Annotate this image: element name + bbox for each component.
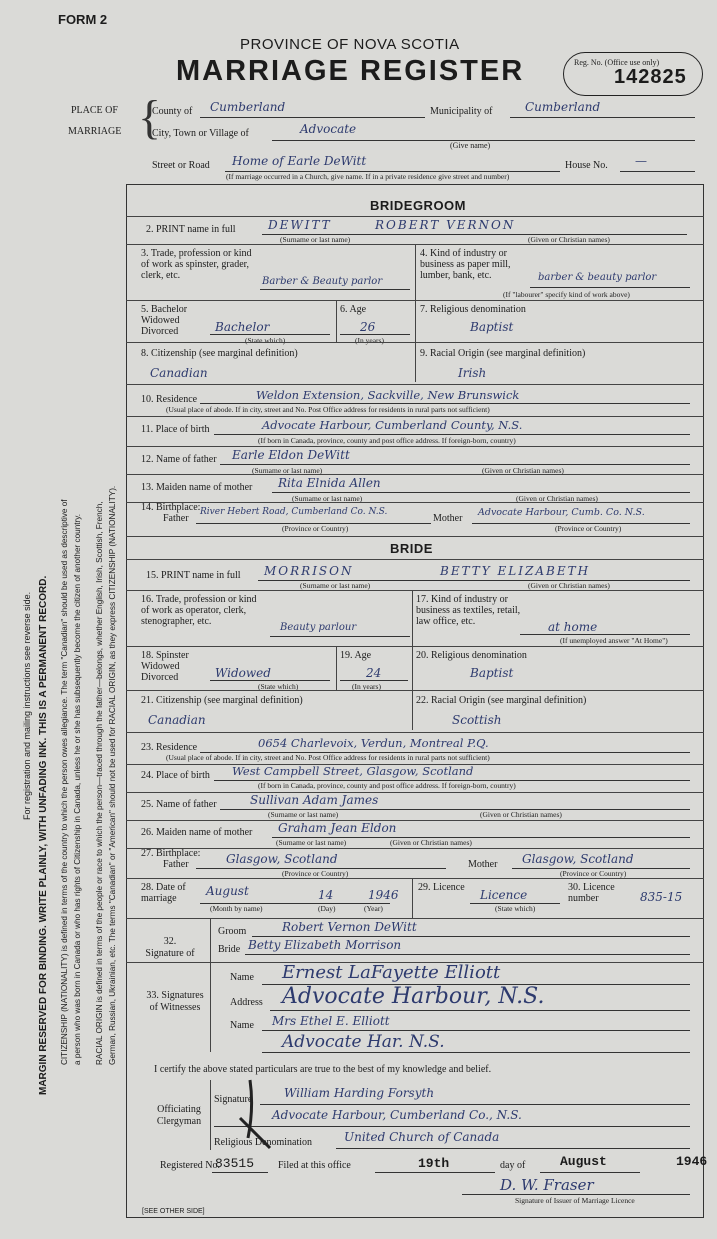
bride-unemployed-note: (If unemployed answer "At Home"): [560, 636, 668, 645]
w1-name: Ernest LaFayette Elliott: [282, 962, 501, 983]
reg-number-box: [563, 52, 703, 96]
bride-surname-hint: (Surname or last name): [300, 581, 371, 590]
denomination: United Church of Canada: [344, 1130, 500, 1144]
licence-number-label: 30. Licence number: [568, 882, 615, 904]
groom-mother-surname-hint: (Surname or last name): [292, 494, 363, 503]
filed-label: Filed at this office: [278, 1160, 351, 1171]
bride-industry: at home: [548, 620, 598, 634]
reg-label: Reg. No. (Office use only): [574, 58, 660, 67]
groom-mother-bp: Advocate Harbour, Cumb. Co. N.S.: [478, 507, 645, 518]
licence-number: 835-15: [640, 890, 683, 904]
bride-trade: Beauty parlour: [280, 622, 357, 633]
bride-father-bp-label: Father: [163, 859, 189, 870]
groom-state-which: (State which): [245, 336, 286, 345]
bride-state-which: (State which): [258, 682, 299, 691]
groom-mother-given-hint: (Given or Christian names): [516, 494, 598, 503]
year-hint: (Year): [364, 904, 383, 913]
groom-given: ROBERT VERNON: [375, 218, 516, 232]
groom-industry: barber & beauty parlor: [538, 272, 657, 283]
licence-label: 29. Licence: [418, 882, 465, 893]
groom-father: Earle Eldon DeWitt: [232, 448, 350, 462]
province-heading: PROVINCE OF NOVA SCOTIA: [240, 36, 460, 53]
marriage-day: 14: [318, 888, 334, 902]
groom-residence-label: 10. Residence: [141, 394, 198, 405]
bride-religion: Baptist: [470, 666, 514, 680]
groom-birthplace-label: 14. Birthplace:: [141, 502, 201, 513]
registered-no: 83515: [215, 1156, 255, 1171]
groom-mother: Rita Elnida Allen: [278, 476, 381, 490]
bride-birth-label: 24. Place of birth: [141, 770, 210, 781]
clergy-signature-label: Signature: [214, 1094, 253, 1105]
bride-father: Sullivan Adam James: [250, 793, 379, 807]
groom-surname-hint: (Surname or last name): [280, 235, 351, 244]
groom-trade: Barber & Beauty parlor: [262, 276, 383, 287]
month-hint: (Month by name): [210, 904, 263, 913]
groom-mother-bp-hint: (Province or Country): [555, 524, 622, 533]
street-value: Home of Earle DeWitt: [232, 154, 367, 168]
bride-age-label: 19. Age: [340, 650, 372, 661]
clergy-signature: William Harding Forsyth: [284, 1086, 435, 1100]
municipality-label: Municipality of: [430, 106, 493, 117]
groom-father-bp: River Hebert Road, Cumberland Co. N.S.: [200, 507, 388, 517]
issuer-label: Signature of Issuer of Marriage Licence: [515, 1196, 635, 1205]
bride-print-label: 15. PRINT name in full: [146, 570, 241, 581]
bride-citizenship: Canadian: [148, 713, 206, 727]
bride-father-label: 25. Name of father: [141, 799, 217, 810]
bride-given: BETTY ELIZABETH: [440, 564, 591, 578]
marriage-label: MARRIAGE: [68, 126, 122, 137]
bride-heading: BRIDE: [390, 541, 433, 556]
marriage-date-label: 28. Date of marriage: [141, 882, 186, 904]
certify-statement: I certify the above stated particulars are true to the best of my knowledge and belief.: [154, 1064, 492, 1075]
officiating-clergyman-label: Officiating Clergyman: [156, 1104, 202, 1127]
bride-father-bp-hint: (Province or Country): [282, 869, 349, 878]
sidebar-instructions: For registration and mailing instructions see reverse side.: [22, 591, 32, 820]
groom-sig-label: Groom: [218, 926, 247, 937]
groom-birth-note: (If born in Canada, province, county and post office address. If foreign-born, country): [258, 436, 516, 445]
day-of-label: day of: [500, 1160, 526, 1171]
bride-residence: 0654 Charlevoix, Verdun, Montreal P.Q.: [258, 736, 489, 750]
w1-address-label: Address: [230, 997, 263, 1008]
municipality-value: Cumberland: [525, 100, 601, 114]
groom-in-years: (In years): [355, 336, 384, 345]
reg-number: 142825: [614, 66, 687, 88]
filed-day: 19th: [418, 1156, 450, 1171]
issuer-signature: D. W. Fraser: [500, 1176, 594, 1194]
bride-mother: Graham Jean Eldon: [278, 821, 397, 835]
groom-racial: Irish: [458, 366, 487, 380]
signature-of-label: 32. Signature of: [145, 936, 195, 959]
groom-father-surname-hint: (Surname or last name): [252, 466, 323, 475]
bride-father-given-hint: (Given or Christian names): [480, 810, 562, 819]
groom-religion-label: 7. Religious denomination: [420, 304, 526, 315]
bride-mother-bp-hint: (Province or Country): [560, 869, 627, 878]
day-hint: (Day): [318, 904, 336, 913]
church-note: (If marriage occurred in a Church, give name. If in a private residence give street and number): [226, 172, 510, 181]
groom-citizenship: Canadian: [150, 366, 208, 380]
bride-residence-label: 23. Residence: [141, 742, 198, 753]
registered-no-label: Registered No.: [160, 1160, 220, 1171]
groom-father-bp-label: Father: [163, 513, 189, 524]
licence-state-which: (State which): [495, 904, 536, 913]
house-label: House No.: [565, 160, 608, 171]
sidebar-citizenship-2: a person who was born in Canada or who has rights of Citizenship in Canada, unless he or she has subsequently become the citizen of another country.: [73, 513, 82, 1065]
filed-month: August: [560, 1154, 607, 1169]
page-title: MARRIAGE REGISTER: [176, 55, 525, 87]
groom-status-label: 5. Bachelor Widowed Divorced: [141, 304, 188, 337]
groom-residence: Weldon Extension, Sackville, New Brunswick: [256, 388, 520, 402]
groom-father-label: 12. Name of father: [141, 454, 217, 465]
groom-surname: DEWITT: [268, 218, 332, 232]
groom-trade-label: 3. Trade, profession or kind of work as spinster, grader, clerk, etc.: [141, 248, 252, 281]
bride-mother-surname-hint: (Surname or last name): [276, 838, 347, 847]
bride-birth: West Campbell Street, Glasgow, Scotland: [232, 764, 474, 778]
licence-value: Licence: [480, 888, 528, 902]
county-value: Cumberland: [210, 100, 286, 114]
bride-given-hint: (Given or Christian names): [528, 581, 610, 590]
witness-label: 33. Signatures of Witnesses: [146, 990, 204, 1013]
bride-in-years: (In years): [352, 682, 381, 691]
w2-name-label: Name: [230, 1020, 254, 1031]
bride-surname: MORRISON: [264, 564, 354, 578]
groom-religion: Baptist: [470, 320, 514, 334]
groom-status: Bachelor: [215, 320, 270, 334]
see-other-side: [SEE OTHER SIDE]: [142, 1208, 205, 1215]
groom-birth: Advocate Harbour, Cumberland County, N.S.: [262, 418, 523, 432]
bride-sig-label: Bride: [218, 944, 241, 955]
groom-labourer-note: (If "labourer" specify kind of work above): [503, 290, 630, 299]
bride-father-bp: Glasgow, Scotland: [226, 852, 338, 866]
give-name-hint: (Give name): [450, 141, 491, 150]
groom-given-hint: (Given or Christian names): [528, 235, 610, 244]
house-value: —: [635, 154, 647, 168]
bride-mother-given-hint: (Given or Christian names): [390, 838, 472, 847]
bride-mother-bp: Glasgow, Scotland: [522, 852, 634, 866]
denomination-label: Religious Denomination: [214, 1137, 313, 1148]
groom-signature: Robert Vernon DeWitt: [282, 920, 417, 934]
bride-birthplace-label: 27. Birthplace:: [141, 848, 201, 859]
bride-racial: Scottish: [452, 713, 502, 727]
groom-mother-bp-label: Mother: [433, 513, 463, 524]
groom-industry-label: 4. Kind of industry or business as paper mill, lumber, bank, etc.: [420, 248, 511, 281]
bridegroom-heading: BRIDEGROOM: [370, 198, 466, 213]
w1-name-label: Name: [230, 972, 254, 983]
brace: {: [138, 91, 162, 144]
bride-racial-label: 22. Racial Origin (see marginal definition): [416, 695, 587, 706]
bride-religion-label: 20. Religious denomination: [416, 650, 527, 661]
w2-address: Advocate Har. N.S.: [282, 1032, 445, 1052]
groom-age-label: 6. Age: [340, 304, 367, 315]
bride-citizenship-label: 21. Citizenship (see marginal definition): [141, 695, 303, 706]
bride-mother-label: 26. Maiden name of mother: [141, 827, 253, 838]
form-number: FORM 2: [58, 12, 108, 27]
groom-racial-label: 9. Racial Origin (see marginal definition): [420, 348, 586, 359]
street-label: Street or Road: [152, 160, 210, 171]
place-of-label: PLACE OF: [71, 105, 118, 116]
city-label: City, Town or Village of: [152, 128, 249, 139]
groom-birth-label: 11. Place of birth: [141, 424, 210, 435]
groom-father-given-hint: (Given or Christian names): [482, 466, 564, 475]
sidebar-racial-2: German, Russian, Ukrainian, etc. The terms "Canadian" or "American" should not be used for RACIAL ORIGIN, as they express CITIZENSHIP (NATIONALITY).: [108, 485, 117, 1065]
groom-age: 26: [360, 320, 376, 334]
w2-name: Mrs Ethel E. Elliott: [272, 1014, 390, 1028]
groom-mother-label: 13. Maiden name of mother: [141, 482, 253, 493]
pen-stroke-mark: [230, 1078, 280, 1158]
bride-residence-note: (Usual place of abode. If in city, street and No. Post Office address for residents in rural parts not sufficient): [166, 753, 490, 762]
bride-age: 24: [366, 666, 382, 680]
filed-year: 1946: [676, 1154, 708, 1169]
groom-print-label: 2. PRINT name in full: [146, 224, 236, 235]
w1-address: Advocate Harbour, N.S.: [282, 984, 545, 1009]
county-label: County of: [152, 106, 193, 117]
bride-birth-note: (If born in Canada, province, county and post office address. If foreign-born, country): [258, 781, 516, 790]
groom-residence-note: (Usual place of abode. If in city, street and No. Post Office address for residents in rural parts not sufficient): [166, 405, 490, 414]
bride-signature: Betty Elizabeth Morrison: [248, 938, 402, 952]
bride-status-label: 18. Spinster Widowed Divorced: [141, 650, 189, 683]
sidebar-racial-1: RACIAL ORIGIN is defined in terms of the people or race to which the person—traced through the father—belongs, whether English, Irish, Scottish, French,: [95, 501, 104, 1065]
groom-citizenship-label: 8. Citizenship (see marginal definition): [141, 348, 298, 359]
clergy-address: Advocate Harbour, Cumberland Co., N.S.: [272, 1108, 522, 1122]
bride-industry-label: 17. Kind of industry or business as textiles, retail, law office, etc.: [416, 594, 521, 627]
bride-mother-bp-label: Mother: [468, 859, 498, 870]
bride-trade-label: 16. Trade, profession or kind of work as operator, clerk, stenographer, etc.: [141, 594, 257, 627]
groom-father-bp-hint: (Province or Country): [282, 524, 349, 533]
marriage-month: August: [206, 884, 249, 898]
city-value: Advocate: [300, 122, 357, 136]
marriage-year: 1946: [368, 888, 399, 902]
sidebar-citizenship-1: CITIZENSHIP (NATIONALITY) is defined in terms of the country to which the person owes allegiance. The term "Canadian" should be used as descriptive of: [60, 499, 69, 1065]
bride-status: Widowed: [215, 666, 271, 680]
sidebar-margin-note: MARGIN RESERVED FOR BINDING. WRITE PLAINLY, WITH UNFADING INK. THIS IS A PERMANENT RECORD.: [38, 575, 49, 1095]
bride-father-surname-hint: (Surname or last name): [268, 810, 339, 819]
